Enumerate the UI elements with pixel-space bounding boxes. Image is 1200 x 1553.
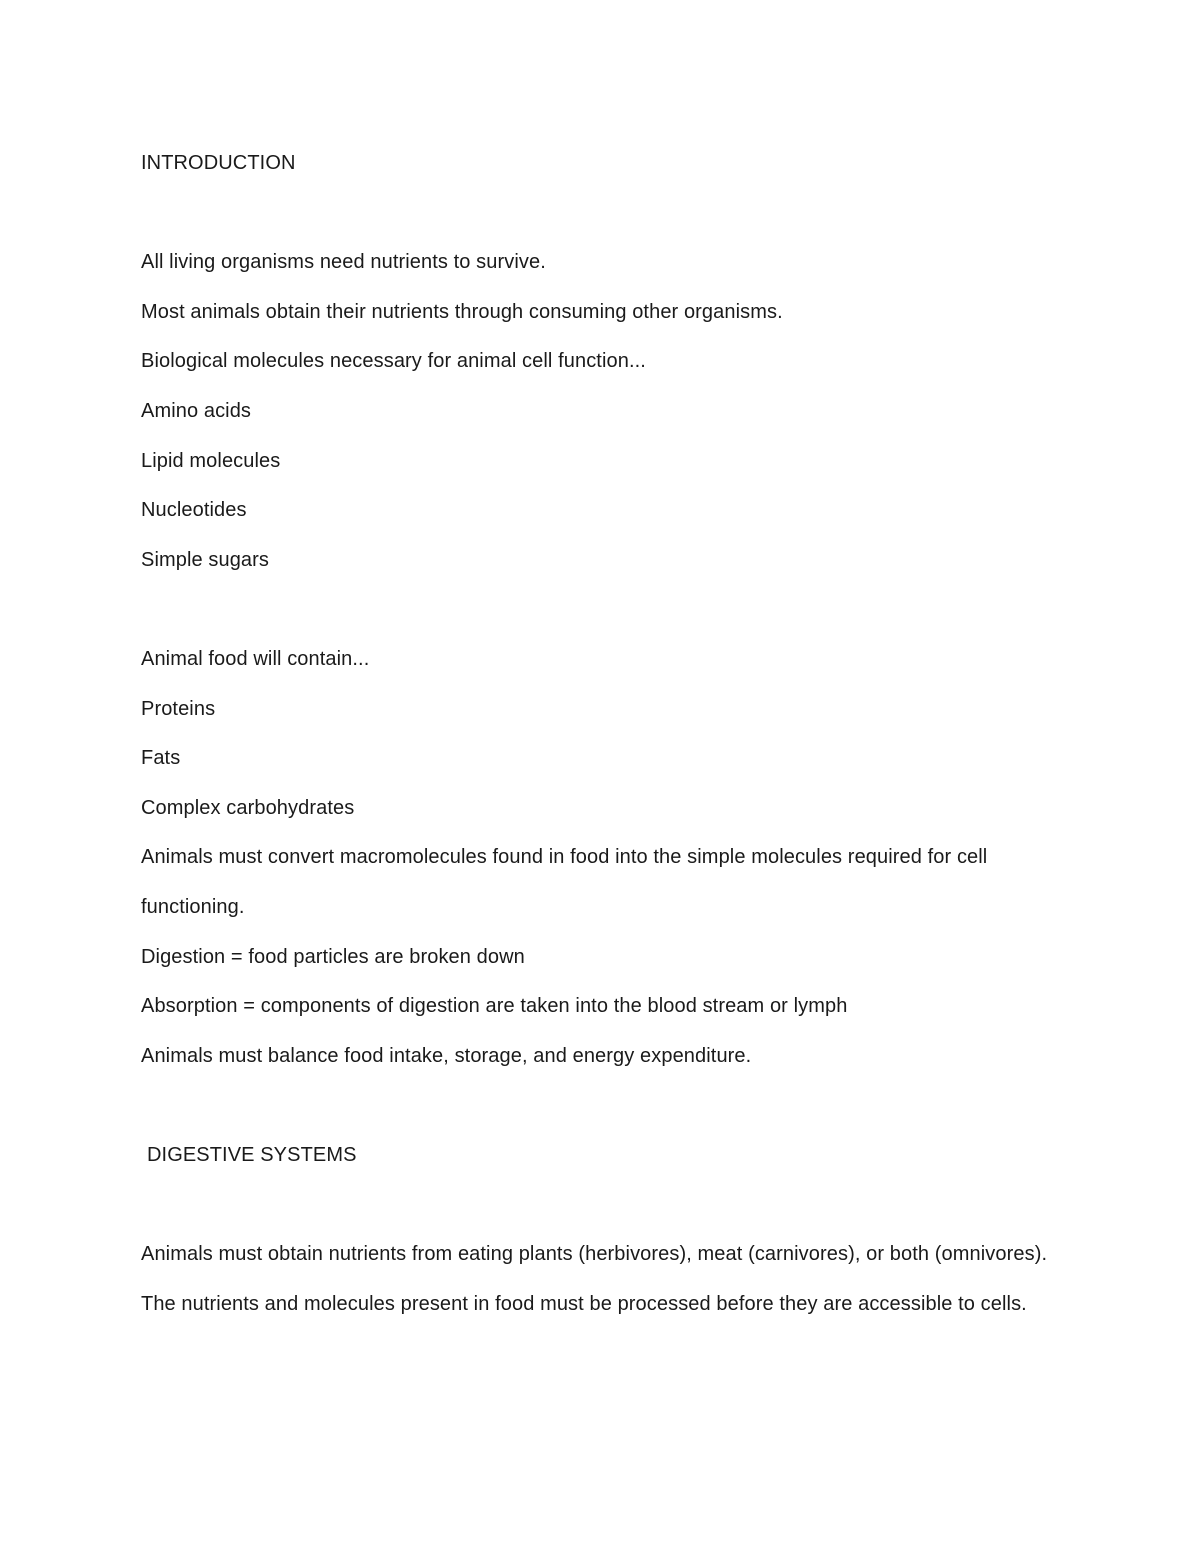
paragraph: All living organisms need nutrients to survive. bbox=[141, 251, 546, 274]
document-body bbox=[141, 139, 1061, 1329]
list-item: Simple sugars bbox=[141, 548, 270, 571]
paragraph: Animals must balance food intake, storage, and energy expenditure. bbox=[141, 1044, 752, 1067]
blank-line bbox=[141, 1081, 1061, 1131]
list-item: Complex carbohydrates bbox=[141, 796, 355, 819]
paragraph: The nutrients and molecules present in food must be processed before they are accessible to cells. bbox=[141, 1292, 1027, 1315]
blank-line bbox=[141, 1180, 1061, 1230]
paragraph: Biological molecules necessary for animal cell function... bbox=[141, 350, 646, 373]
paragraph: Animals must obtain nutrients from eating plants (herbivores), meat (carnivores), or both (omnivores). bbox=[141, 1243, 1048, 1266]
list-item: Fats bbox=[141, 747, 181, 770]
paragraph: Animal food will contain... bbox=[141, 647, 370, 670]
paragraph: Most animals obtain their nutrients through consuming other organisms. bbox=[141, 300, 783, 323]
blank-line bbox=[141, 585, 1061, 635]
blank-line bbox=[141, 189, 1061, 239]
paragraph: Digestion = food particles are broken down bbox=[141, 945, 525, 968]
section-heading-digestive-systems: DIGESTIVE SYSTEMS bbox=[147, 1143, 357, 1166]
section-heading-introduction: INTRODUCTION bbox=[141, 152, 296, 174]
list-item: Lipid molecules bbox=[141, 449, 281, 472]
paragraph: Absorption = components of digestion are taken into the blood stream or lymph bbox=[141, 995, 848, 1018]
list-item: Proteins bbox=[141, 697, 216, 720]
list-item: Amino acids bbox=[141, 399, 252, 422]
paragraph: Animals must convert macromolecules found in food into the simple molecules required for cell functioning. bbox=[141, 846, 988, 918]
list-item: Nucleotides bbox=[141, 499, 247, 522]
